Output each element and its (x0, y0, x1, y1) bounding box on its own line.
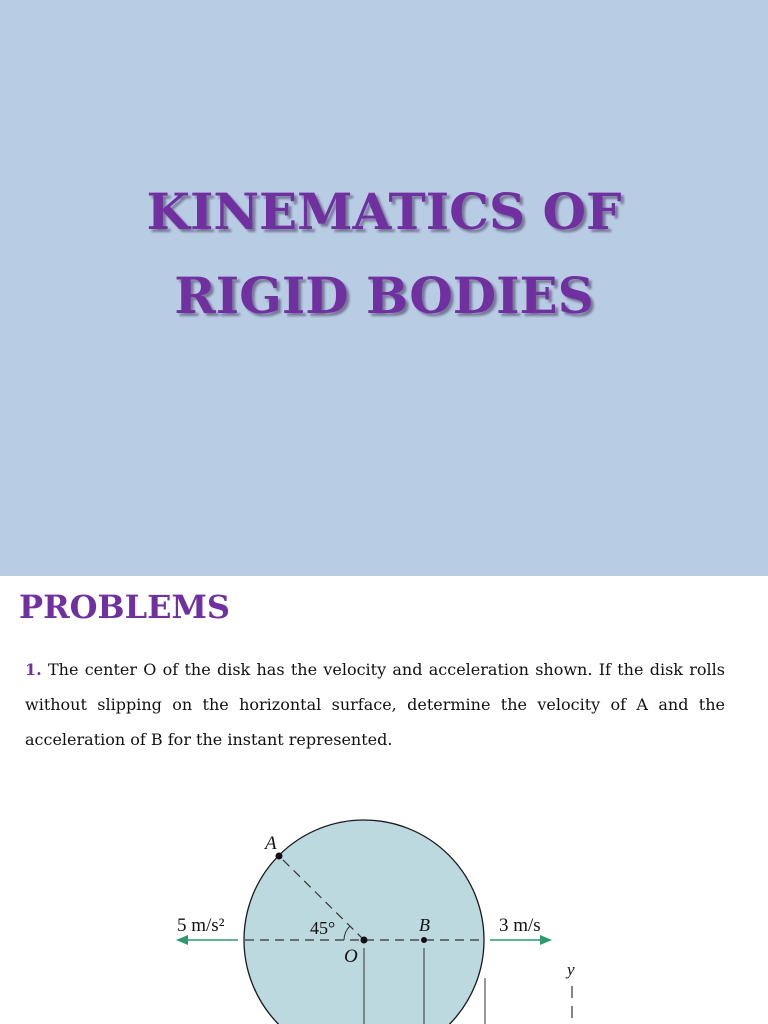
problem-text: The center O of the disk has the velocity and acceleration shown. If the disk rolls without slipping on the horizontal surface, determine the velocity of A and the acceleration of B for the instant represented. (25, 660, 725, 749)
label-point-b: B (419, 915, 430, 935)
problems-heading: PROBLEMS (19, 588, 230, 626)
problem-number: 1. (25, 660, 42, 679)
acceleration-arrow-head (176, 935, 188, 945)
problem-statement (25, 652, 725, 757)
title-line-2: RIGID BODIES (174, 266, 594, 325)
disk-figure (0, 800, 768, 1024)
point-b-dot (421, 937, 427, 943)
point-o-dot (361, 937, 368, 944)
label-acceleration: 5 m/s² (177, 915, 225, 936)
label-velocity: 3 m/s (499, 915, 541, 936)
label-point-a: A (265, 833, 277, 854)
title-line-1: KINEMATICS OF (146, 182, 622, 241)
label-angle: 45° (310, 918, 336, 938)
velocity-arrow-head (540, 935, 552, 945)
label-point-o: O (344, 946, 358, 967)
label-axis-y: y (567, 960, 575, 979)
